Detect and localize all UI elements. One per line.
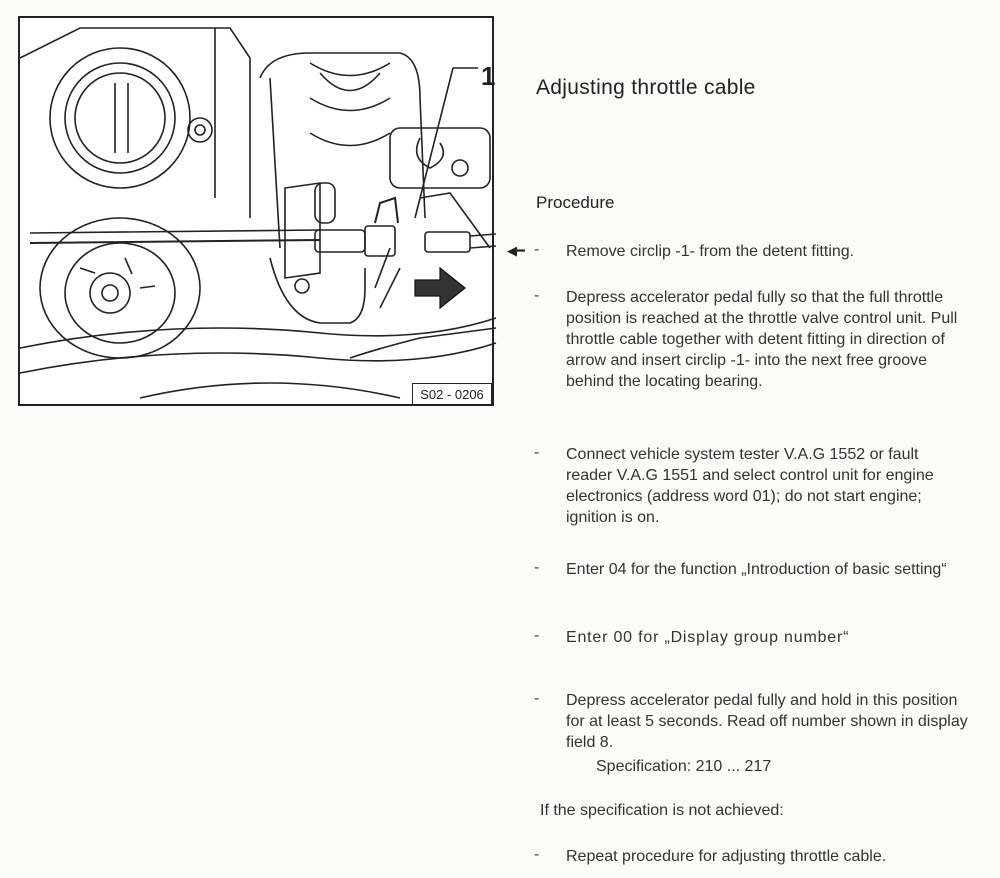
pointer-arrow-icon: ◀━: [507, 243, 525, 258]
step-dash: -: [534, 444, 540, 461]
step-7: Repeat procedure for adjusting throttle cable.: [566, 848, 887, 865]
step-dash: -: [534, 287, 540, 304]
step-dash: -: [534, 559, 540, 576]
step-3: Connect vehicle system tester V.A.G 1552 or fault reader V.A.G 1551 and select control unit for engine electronics (address word 01); do not start engine; ignition is on.: [566, 446, 934, 526]
step-4: Enter 04 for the function „Introduction of basic setting“: [566, 561, 947, 578]
step-dash: -: [534, 627, 540, 644]
step-dash: -: [534, 690, 540, 707]
step-dash: -: [534, 846, 540, 863]
step-2: Depress accelerator pedal fully so that the full throttle position is reached at the throttle valve control unit. Pull throttle cable together with detent fitting in direction of arrow and insert circlip -1- into the next free groove behind the locating bearing.: [566, 289, 958, 390]
figure-code: S02 - 0206: [412, 383, 492, 405]
step-5: Enter 00 for „Display group number“: [566, 629, 850, 646]
direction-arrow-icon: [415, 268, 465, 308]
step-dash: -: [534, 241, 540, 258]
step-1: Remove circlip -1- from the detent fitting.: [566, 243, 855, 260]
throttle-cable-illustration: [18, 16, 494, 406]
throttle-diagram: [20, 18, 496, 408]
step-6: Depress accelerator pedal fully and hold in this position for at least 5 seconds. Read off number shown in display field 8.: [566, 692, 968, 751]
page-title: Adjusting throttle cable: [536, 76, 756, 99]
condition-note: If the specification is not achieved:: [540, 802, 784, 819]
callout-number: 1: [481, 61, 496, 91]
specification: Specification: 210 ... 217: [596, 758, 772, 775]
section-heading: Procedure: [536, 193, 615, 212]
